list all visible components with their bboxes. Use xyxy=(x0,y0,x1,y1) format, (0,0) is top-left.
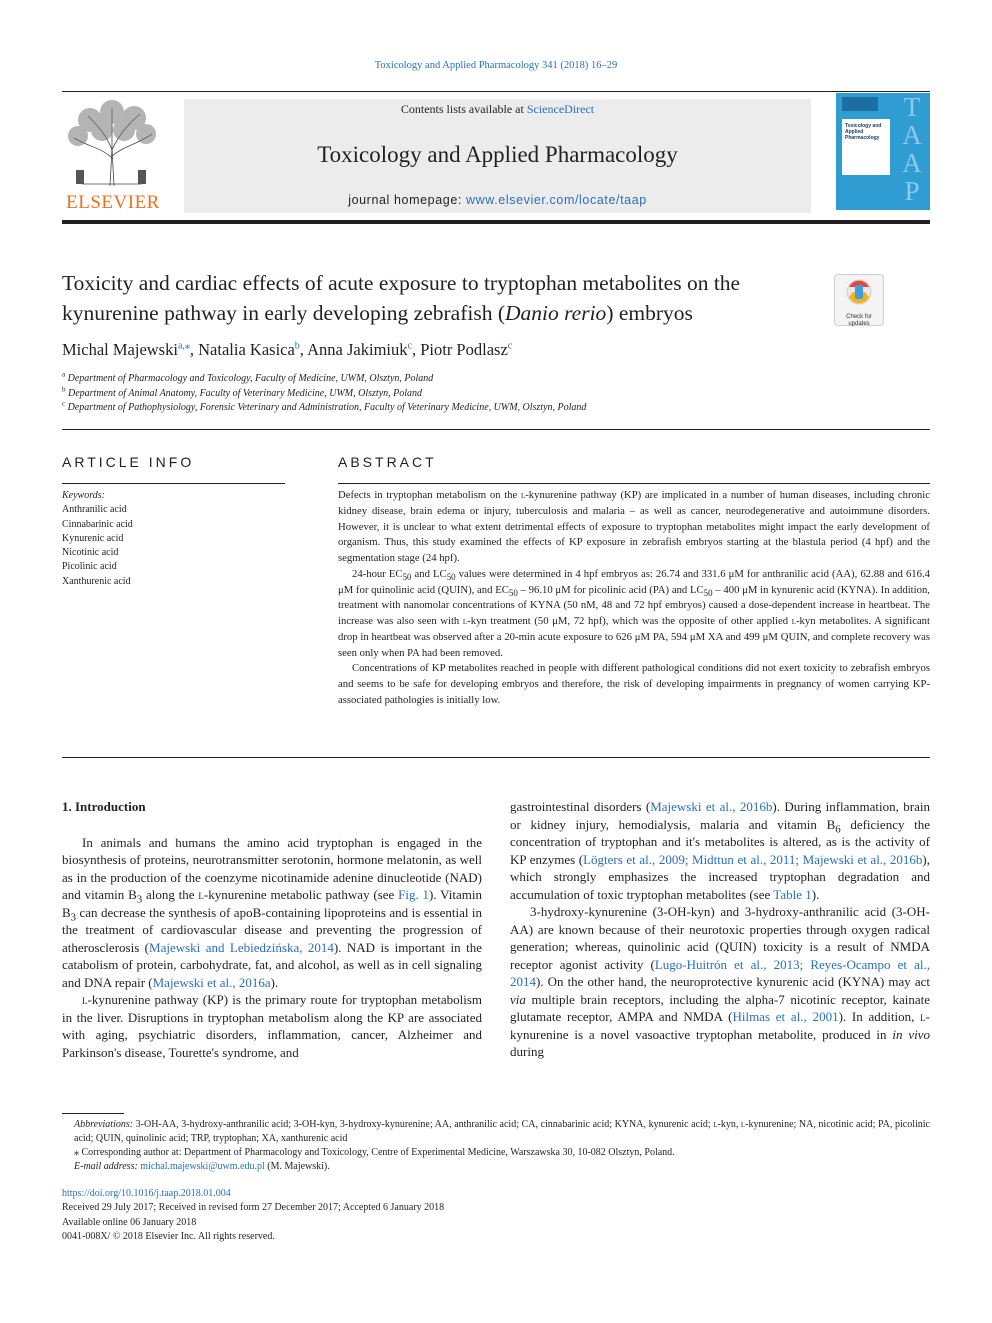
author-sup[interactable]: c xyxy=(407,340,412,352)
section-heading: 1. Introduction xyxy=(62,799,146,814)
crossmark-icon xyxy=(835,275,883,309)
title-species: Danio rerio xyxy=(504,301,607,325)
footnotes xyxy=(62,1118,930,1174)
citation-link[interactable]: Majewski et al., 2016b xyxy=(650,799,773,814)
abstract-bottom-rule xyxy=(62,757,930,758)
cover-small-title: Toxicology and Applied Pharmacology xyxy=(845,123,882,141)
available-online: Available online 06 January 2018 xyxy=(62,1216,197,1228)
author-sup[interactable]: c xyxy=(507,340,513,352)
homepage-link[interactable]: www.elsevier.com/locate/taap xyxy=(466,193,647,207)
affiliation-rule xyxy=(62,429,930,430)
check-for-updates-button[interactable] xyxy=(834,274,884,326)
homepage-prefix: journal homepage: xyxy=(348,193,467,207)
figure-link[interactable]: Fig. 1 xyxy=(398,887,430,902)
author[interactable]: Anna Jakimiuk$^c$ xyxy=(307,340,412,359)
author[interactable]: Michal Majewski$^{a,⁎}$ xyxy=(62,340,190,359)
table-link[interactable]: Table 1 xyxy=(773,886,812,902)
check-badge-label: Check for updates xyxy=(846,314,872,327)
citation-link[interactable]: Lugo-Huitrón et al., 2013; Reyes-Ocampo et al., 2014 xyxy=(510,956,930,989)
abstract-paragraph: Concentrations of KP metabolites reached in people with different pathological conditions did not exert toxicity to zebrafish embryos and seems to be safe for developing embryos and therefore, the risk of developing impairments in pregnancy of women carrying KP-associated pathologies is initially low. xyxy=(338,662,930,706)
corresponding-author-footnote: ⁎ Corresponding author at: Department of Pharmacology and Toxicology, Centre of Experimental Medicine, Warszawska 30, 10-082 Olsztyn, Poland. xyxy=(74,1147,675,1158)
author-sep: , xyxy=(411,340,421,359)
cover-publisher-strip xyxy=(842,97,878,111)
author-sep: , xyxy=(299,340,308,359)
abstract-body xyxy=(338,488,930,709)
email-footnote: E-mail address: michal.majewski@uwm.edu.pl (M. Majewski). xyxy=(74,1161,330,1172)
keyword: Cinnabarinic acid xyxy=(62,518,133,530)
abbreviations-footnote: Abbreviations: 3-OH-AA, 3-hydroxy-anthranilic acid; 3-OH-kyn, 3-hydroxy-kynurenine; AA, anthranilic acid; CA, cinnabarinic acid; KYNA, kynurenic acid; l-kyn, l-kynurenine; NA, nicotinic acid; PA, picolinic acid; QUIN, quinolinic acid; TRP, tryptophan; XA, xanthurenic acid xyxy=(74,1119,930,1144)
contents-line xyxy=(184,102,811,117)
body-column-right xyxy=(510,798,930,1061)
abstract-heading: ABSTRACT xyxy=(338,454,437,470)
masthead-rule xyxy=(62,220,930,224)
email-link[interactable]: michal.majewski@uwm.edu.pl xyxy=(140,1161,265,1172)
article-title xyxy=(62,268,822,328)
author-sup[interactable]: a,⁎ xyxy=(177,340,190,352)
body-column-left xyxy=(62,798,482,1061)
affiliation: $^b$ Department of Animal Anatomy, Faculty of Veterinary Medicine, UWM, Olsztyn, Poland xyxy=(62,385,423,399)
keyword: Anthranilic acid xyxy=(62,504,127,516)
author[interactable]: Piotr Podlasz$^c$ xyxy=(420,340,513,359)
homepage-line xyxy=(184,193,811,207)
elsevier-wordmark: ELSEVIER xyxy=(66,192,160,213)
copyright: 0041-008X/ © 2018 Elsevier Inc. All rights reserved. xyxy=(62,1230,275,1242)
keyword: Picolinic acid xyxy=(62,561,117,573)
article-meta xyxy=(62,1187,662,1244)
body-paragraph: In animals and humans the amino acid tryptophan is engaged in the biosynthesis of proteins, neurotransmitter serotonin, hormone melatonin, as well as in the production of the coenzyme nicotinamide adenine dinucleotide (NAD) and vitamin $B_3$ along the l-kynurenine metabolic pathway (see Fig. 1). Vitamin $B_3$ can decrease the synthesis of apoB-containing lipoproteins and is essential in the treatment of cardiovascular disease and preventing the progression of atherosclerosis (Majewski and Lebiedzińska, 2014). NAD is important in the catabolism of protein, carbohydrate, fat, and alcohol, as well as in cell signaling and DNA repair (Majewski et al., 2016a). xyxy=(62,834,482,990)
title-part-2: ) embryos xyxy=(606,301,693,325)
journal-title: Toxicology and Applied Pharmacology xyxy=(317,142,678,167)
abstract-paragraph: 24-hour $EC_{50}$ and $LC_{50}$ values were determined in 4 hpf embryos as: 26.74 and 331.6 μM for anthranilic acid (AA), 62.88 and 616.4 μM for quinolinic acid (QUIN), and $EC_{50} - 96.10$ μM for picolinic acid (PA) and $LC_{50} - 400$ μM in kynurenic acid (KYNA). In addition, treatment with nanomolar concentrations of KYNA (50 nM, 48 and 72 hpf embryos) caused a dose-dependent increase in heartbeat. The increase was also seen with l-kyn treatment (50 μM, 72 hpf), which was the opposite of other applied l-kyn metabolites. A significant drop in heartbeat was observed after a 20-min acute exposure to 626 μM PA, 594 μM XA and 499 μM QUIN, and complete recovery was seen only when PA had been removed. xyxy=(338,567,930,659)
body-paragraph: gastrointestinal disorders (Majewski et al., 2016b). During inflammation, brain or kidney injury, hemodialysis, malaria and vitamin $B_6$ deficiency the concentration of tryptophan and it's metabolites is altered, as is the activity of KP enzymes (Lögters et al., 2009; Midttun et al., 2011; Majewski et al., 2016b), which strongly emphasizes the increased tryptophan degradation and accumulation of toxic tryptophan metabolites (see Table 1). xyxy=(510,799,930,902)
doi-link[interactable]: https://doi.org/10.1016/j.taap.2018.01.004 xyxy=(62,1188,231,1199)
citation-link[interactable]: Hilmas et al., 2001 xyxy=(732,1009,839,1024)
title-part-1: Toxicity and cardiac effects of acute exposure to tryptophan metabolites on the kynurenine pathway in early developing zebrafish ( xyxy=(62,271,741,325)
keyword: Nicotinic acid xyxy=(62,547,119,559)
abstract-rule xyxy=(338,483,930,484)
sciencedirect-link[interactable]: ScienceDirect xyxy=(526,102,595,116)
author-sep: , xyxy=(189,340,199,359)
affiliation: $^c$ Department of Pathophysiology, Forensic Veterinary and Administration, Faculty of Veterinary Medicine, UWM, Olsztyn, Poland xyxy=(62,399,587,413)
keywords-label: Keywords: xyxy=(62,490,105,501)
cover-inset xyxy=(842,119,890,175)
cover-letters: TAAP xyxy=(902,92,922,206)
body-paragraph: l-kynurenine pathway (KP) is the primary route for tryptophan metabolism in the liver. Disruptions in tryptophan metabolism along the KP are associated with aging, psychiatric disorders, inflammation, cancer, Alzheimer and Parkinson's disease, Tourette's syndrome, and xyxy=(62,992,482,1060)
keywords-list xyxy=(62,489,285,589)
keyword: Xanthurenic acid xyxy=(62,575,131,587)
citation-link[interactable]: Majewski et al., 2016a xyxy=(152,974,271,990)
citation-link[interactable]: Majewski and Lebiedzińska, 2014 xyxy=(149,939,334,955)
article-info-heading: ARTICLE INFO xyxy=(62,454,195,470)
author[interactable]: Natalia Kasica$^b$ xyxy=(198,340,300,359)
received-dates: Received 29 July 2017; Received in revised form 27 December 2017; Accepted 6 January 2018 xyxy=(62,1202,445,1214)
abstract-paragraph: Defects in tryptophan metabolism on the l-kynurenine pathway (KP) are implicated in a number of human diseases, including chronic kidney disease, brain edema or injury, tuberculosis and malaria – as well as cancer, neurodegenerative and autoimmune disorders. However, it is unclear to what extent detrimental effects of exposure to tryptophan metabolites might impact the early development of organism. Thus, this study examined the effects of KP exposure in zebrafish embryos starting at the blastula period (4 hpf) and the segmentation stage (24 hpf). xyxy=(338,489,930,564)
author-sup[interactable]: b xyxy=(294,340,300,352)
keyword: Kynurenic acid xyxy=(62,532,124,544)
affiliation: $^a$ Department of Pharmacology and Toxicology, Faculty of Medicine, UWM, Olsztyn, Poland xyxy=(62,370,434,384)
contents-prefix: Contents lists available at xyxy=(400,102,527,116)
body-paragraph: 3-hydroxy-kynurenine (3-OH-kyn) and 3-hydroxy-anthranilic acid (3-OH-AA) are known because of their neurotoxic properties through oxygen radical generation; whereas, quinolinic acid (QUIN) toxicity is a result of NMDA receptor agonist activity (Lugo-Huitrón et al., 2013; Reyes-Ocampo et al., 2014). On the other hand, the neuroprotective kynurenic acid (KYNA) may act via multiple brain receptors, including the alpha-7 nicotinic receptor, kainate glutamate receptor, AMPA and NMDA (Hilmas et al., 2001). In addition, l-kynurenine is a novel vasoactive tryptophan metabolite, produced in in vivo during xyxy=(510,904,931,1059)
footnote-rule xyxy=(62,1113,124,1114)
citation-link[interactable]: Lögters et al., 2009; Midttun et al., 2011; Majewski et al., 2016b xyxy=(583,851,923,867)
author-list xyxy=(62,340,922,360)
masthead-top-rule xyxy=(62,91,930,92)
article-info-rule xyxy=(62,483,285,484)
tree-icon xyxy=(62,98,162,190)
running-head[interactable]: Toxicology and Applied Pharmacology 341 (2018) 16–29 xyxy=(374,60,618,71)
journal-cover xyxy=(836,93,930,210)
